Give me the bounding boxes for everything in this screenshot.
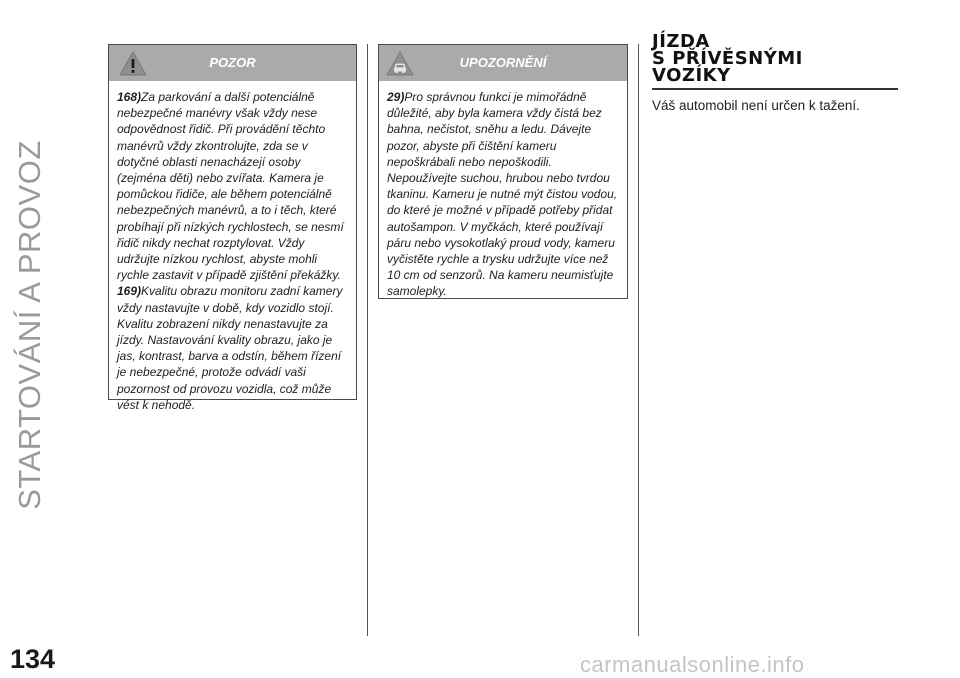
column-divider <box>367 44 368 636</box>
section-heading-line: S PŘÍVĚSNÝMI <box>652 48 803 69</box>
warning-text: Za parkování a další potenciálně nebezpečné manévry však vždy nese odpovědnost řidič. Při provádění těchto manévrů vždy zkontrolujte, zda se v dotyčné oblasti nenacházejí osoby (zejména děti) nebo zvířata. Kamera je pomůckou řidiče, ale během potenciálně nebezpečných manévrů, a to i těch, které probíhají při nízkých rychlostech, se nesmí řidič nikdy nechat rozptylovat. Vždy udržujte nízkou rychlost, abyste mohli rychle zastavit v případě zjištění překážky. <box>117 90 344 283</box>
section-body-text: Váš automobil není určen k tažení. <box>652 98 860 113</box>
page-number: 134 <box>10 644 56 674</box>
notice-box-title: UPOZORNĚNÍ <box>459 55 547 70</box>
section-heading <box>652 33 898 90</box>
notice-text: Pro správnou funkci je mimořádně důležité, aby byla kamera vždy čistá bez bahna, nečistot, sněhu a ledu. Dávejte pozor, abyste při čištění kameru nepoškrábali nebo nepoškodili. Nepoužívejte suchou, hrubou nebo tvrdou tkaninu. Kameru je nutné mýt čistou vodou, do které je možné v případě potřeby přidat autošampon. V myčkách, které používají páru nebo vysokotlaký proud vody, kameru vyčistěte rychle a trysku udržujte více než 10 cm od senzorů. Na kameru neumisťujte samolepky. <box>387 90 618 299</box>
warning-paragraph <box>117 283 349 413</box>
warning-box-body <box>109 81 356 423</box>
notice-ref-number: 29) <box>387 90 405 104</box>
warning-text: Kvalitu obrazu monitoru zadní kamery vždy nastavujte v době, kdy vozidlo stojí. Kvalitu zobrazení nikdy nenastavujte za jízdy. Nastavování kvality obrazu, jako je jas, kontrast, barva a odstín, během řízení je nebezpečné, protože odvádí vaši pozornost od provozu vozidla, což může vést k nehodě. <box>117 284 343 412</box>
warning-ref-number: 168) <box>117 90 142 104</box>
warning-box <box>108 44 357 412</box>
notice-box-body <box>379 81 627 310</box>
watermark: carmanualsonline.info <box>580 652 805 677</box>
section-heading-line: JÍZDA <box>652 31 710 52</box>
sidebar-chapter-title: STARTOVÁNÍ A PROVOZ <box>12 140 47 510</box>
column-divider <box>638 44 639 636</box>
notice-box-header <box>379 45 627 81</box>
warning-box-header <box>109 45 356 81</box>
section-heading-line: VOZÍKY <box>652 65 731 86</box>
warning-paragraph <box>117 89 349 283</box>
warning-box-title: POZOR <box>209 55 256 70</box>
warning-ref-number: 169) <box>117 284 142 299</box>
notice-paragraph <box>387 89 620 300</box>
notice-box <box>378 44 628 299</box>
